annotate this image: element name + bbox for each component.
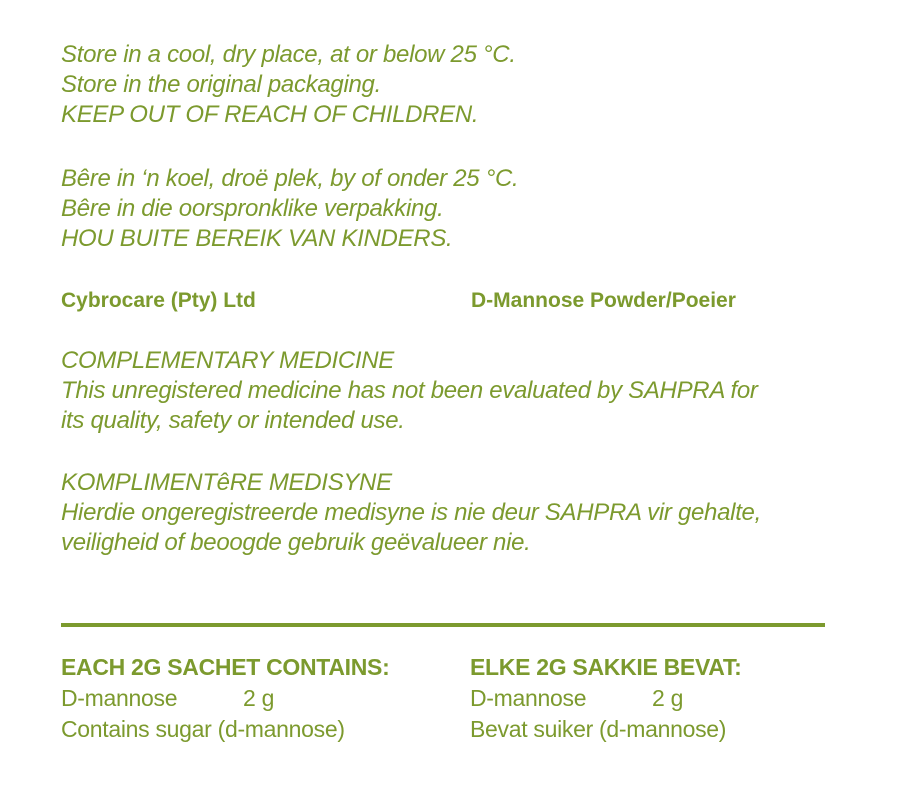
ingredient-amount: 2 g <box>243 685 275 711</box>
complementary-disclaimer-line1-af: Hierdie ongeregistreerde medisyne is nie deur SAHPRA vir gehalte, <box>61 499 761 526</box>
complementary-heading-af: KOMPLIMENTêRE MEDISYNE <box>61 469 392 496</box>
ingredient-name-af: D-mannose <box>470 685 587 711</box>
storage-line-temperature-af: Bêre in ‘n koel, droë plek, by of onder 25 °C. <box>61 165 519 192</box>
contents-heading: EACH 2G SACHET CONTAINS: <box>61 654 390 680</box>
storage-line-temperature: Store in a cool, dry place, at or below 25 °C. <box>61 41 516 68</box>
storage-instructions-english <box>61 40 516 130</box>
ingredient-row <box>61 683 389 714</box>
complementary-disclaimer-line2-af: veiligheid of beoogde gebruik geëvalueer nie. <box>61 529 531 556</box>
complementary-disclaimer-line1: This unregistered medicine has not been evaluated by SAHPRA for <box>61 377 758 404</box>
sugar-note: Contains sugar (d-mannose) <box>61 716 345 742</box>
section-divider <box>61 623 825 627</box>
sugar-note-af: Bevat suiker (d-mannose) <box>470 716 727 742</box>
complementary-heading: COMPLEMENTARY MEDICINE <box>61 347 394 374</box>
contents-heading-af: ELKE 2G SAKKIE BEVAT: <box>470 654 742 680</box>
sachet-contents-english <box>61 652 389 745</box>
storage-line-packaging: Store in the original packaging. <box>61 71 381 98</box>
complementary-medicine-afrikaans <box>61 468 761 558</box>
storage-line-children-warning-af: HOU BUITE BEREIK VAN KINDERS. <box>61 225 453 252</box>
storage-line-children-warning: KEEP OUT OF REACH OF CHILDREN. <box>61 101 479 128</box>
ingredient-name: D-mannose <box>61 685 178 711</box>
storage-instructions-afrikaans <box>61 164 518 254</box>
ingredient-amount-af: 2 g <box>652 685 684 711</box>
complementary-medicine-english <box>61 346 758 436</box>
company-name: Cybrocare (Pty) Ltd <box>61 289 256 312</box>
product-name: D-Mannose Powder/Poeier <box>471 289 736 312</box>
storage-line-packaging-af: Bêre in die oorspronklike verpakking. <box>61 195 444 222</box>
sachet-contents-afrikaans <box>470 652 741 745</box>
ingredient-row-af <box>470 683 741 714</box>
complementary-disclaimer-line2: its quality, safety or intended use. <box>61 407 405 434</box>
